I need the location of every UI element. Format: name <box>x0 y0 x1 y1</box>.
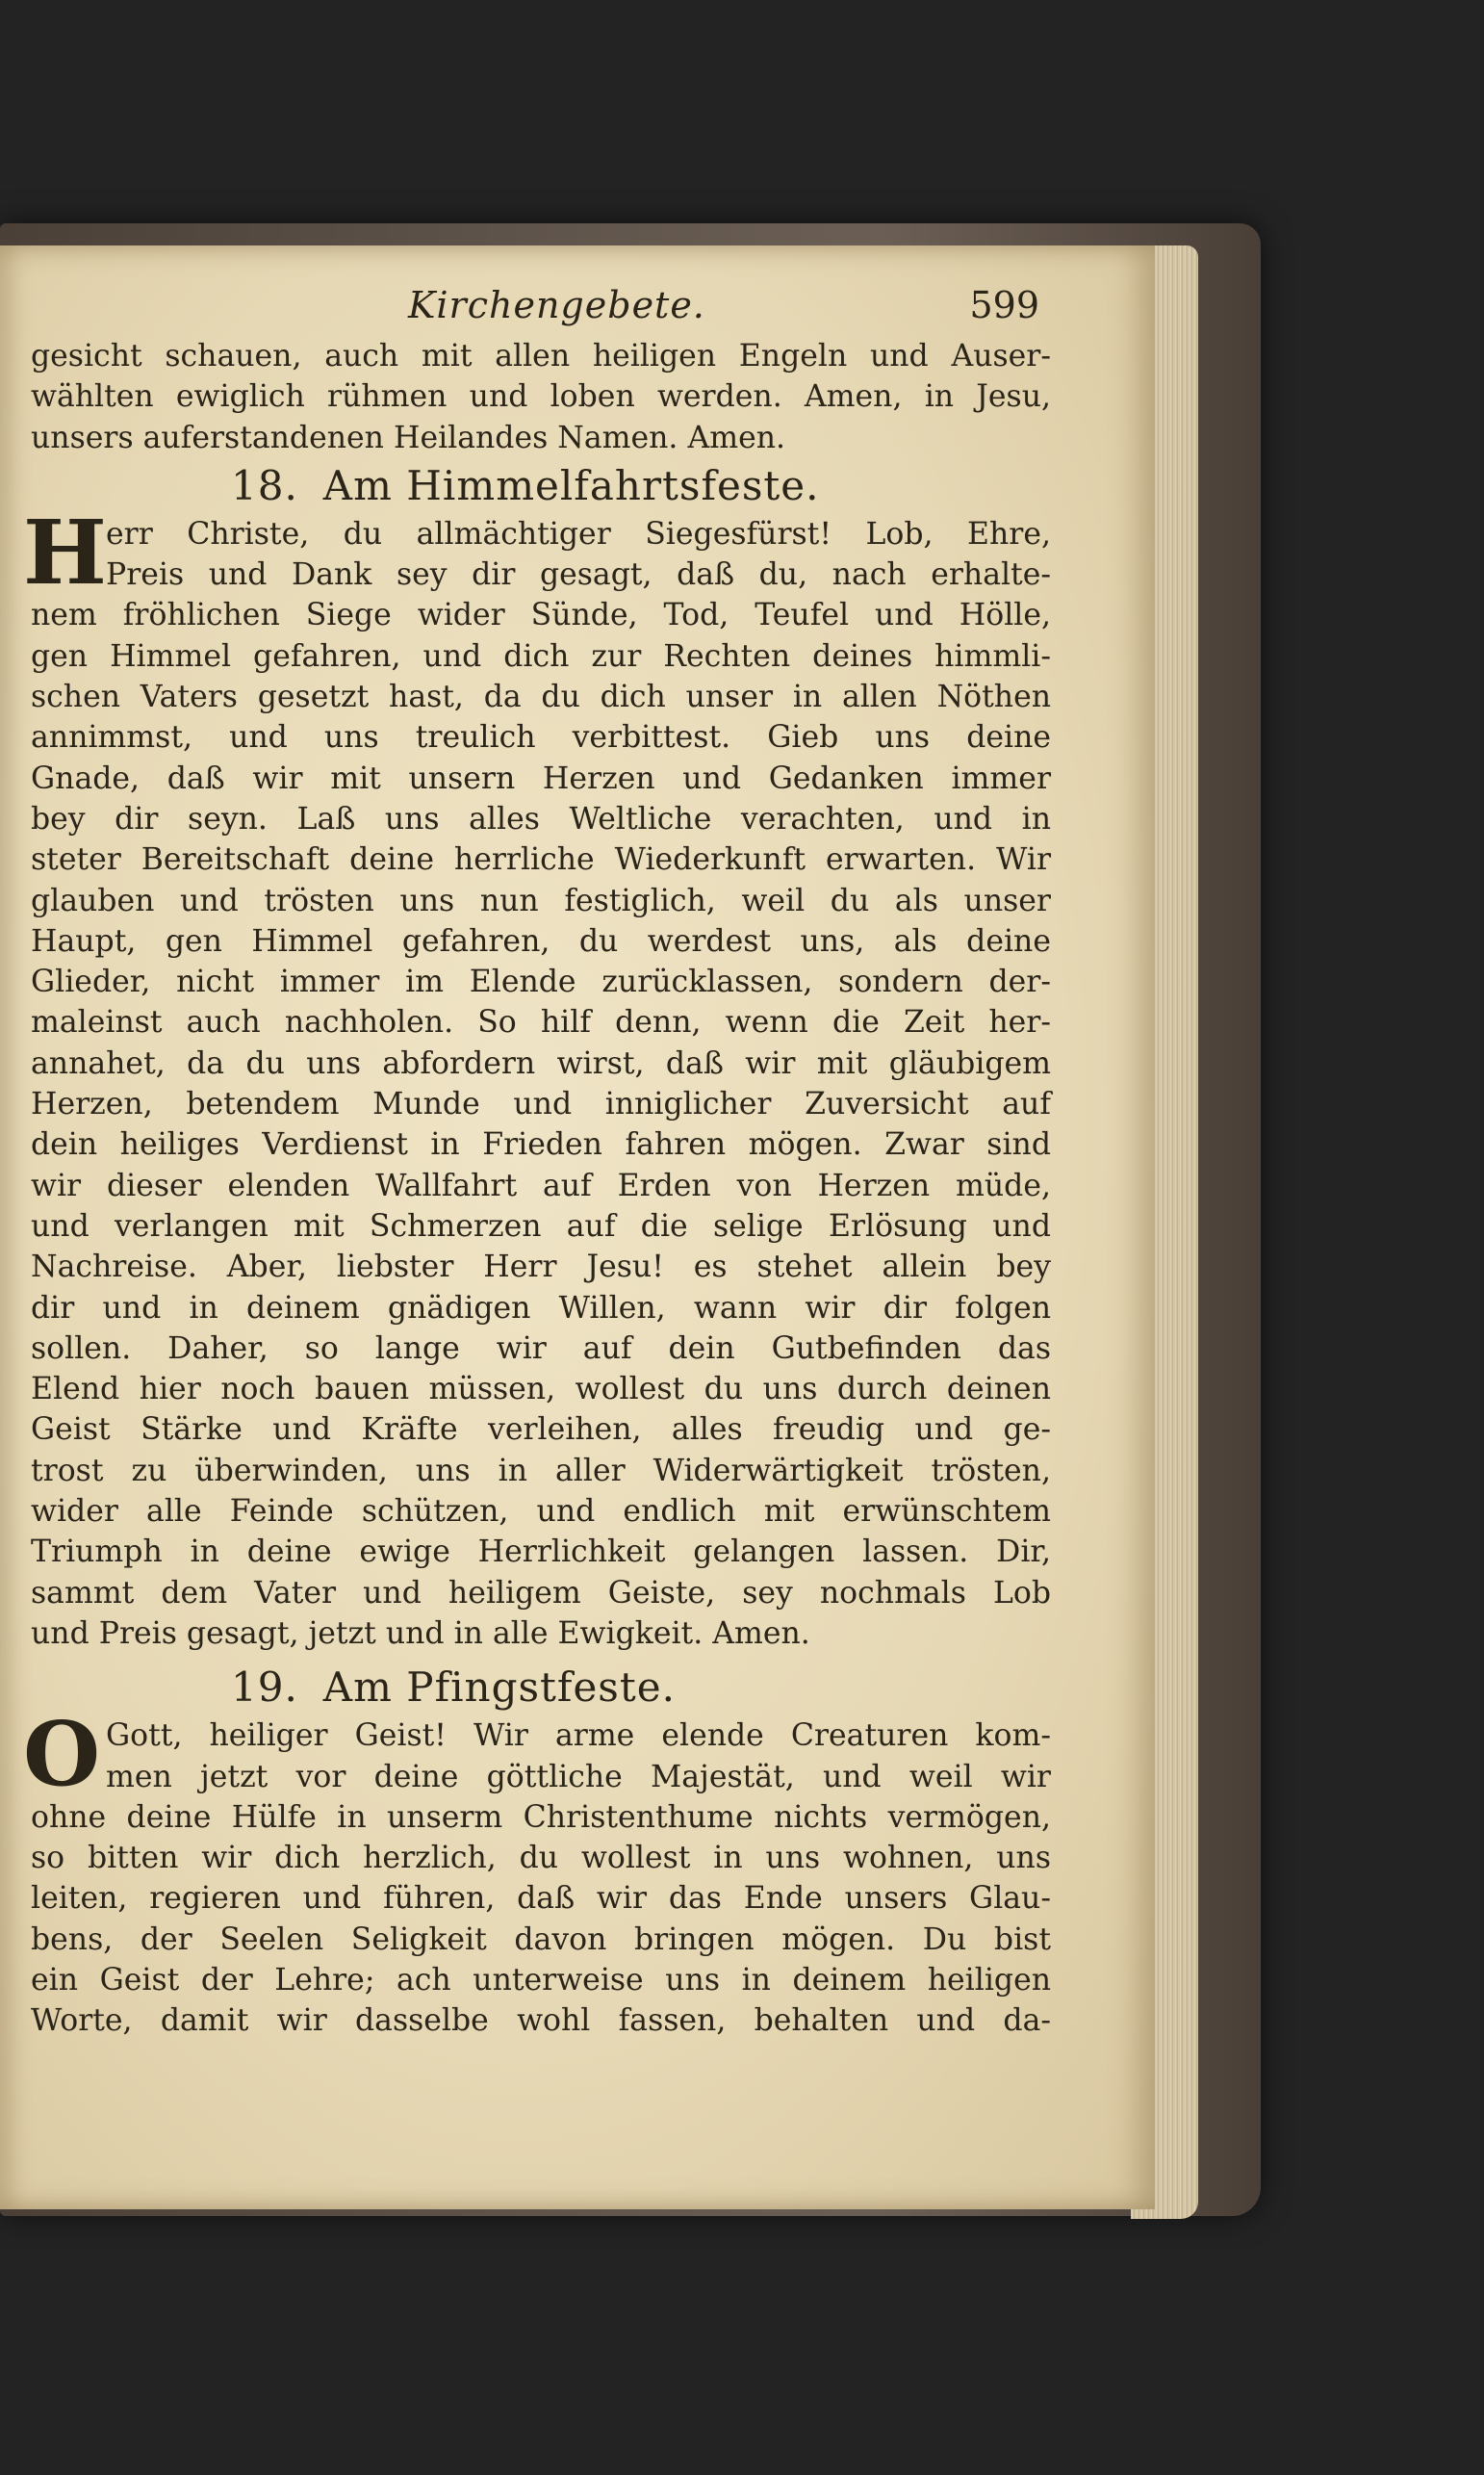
text-line: Geist Stärke und Kräfte verleihen, alles freudig und ge- <box>31 1412 1051 1448</box>
text-line: gen Himmel gefahren, und dich zur Rechten deines himmli- <box>31 638 1051 674</box>
section-heading-19 <box>31 1660 1051 1715</box>
text-line: unsers auferstandenen Heilandes Namen. Amen. <box>31 420 786 455</box>
text-line: gesicht schauen, auch mit allen heiligen Engeln und Auser- <box>31 339 1051 374</box>
text-line: glauben und trösten uns nun festiglich, weil du als unser <box>31 883 1051 918</box>
text-line: trost zu überwinden, uns in aller Widerwärtigkeit trösten, <box>31 1453 1051 1488</box>
text-line: Haupt, gen Himmel gefahren, du werdest uns, als deine <box>31 923 1051 959</box>
text-line: bens, der Seelen Seligkeit davon bringen mögen. Du bist <box>31 1921 1051 1957</box>
text-line: Gnade, daß wir mit unsern Herzen und Gedanken immer <box>31 761 1051 796</box>
section-19-body <box>23 1702 1051 2041</box>
text-line: dein heiliges Verdienst in Frieden fahren mögen. Zwar sind <box>31 1127 1051 1163</box>
section-number: 19. <box>231 1663 298 1712</box>
text-line: leiten, regieren und führen, daß wir das Ende unsers Glau- <box>31 1881 1051 1917</box>
text-line: nem fröhlichen Siege wider Sünde, Tod, Teufel und Hölle, <box>31 598 1051 633</box>
text-line: sollen. Daher, so lange wir auf dein Gutbefinden das <box>31 1330 1051 1366</box>
text-line: annimmst, und uns treulich verbittest. Gieb uns deine <box>31 720 1051 756</box>
text-line: Elend hier noch bauen müssen, wollest du uns durch deinen <box>31 1372 1051 1407</box>
text-line: und verlangen mit Schmerzen auf die selige Erlösung und <box>31 1208 1051 1244</box>
text-line: ohne deine Hülfe in unserm Christenthume nichts vermögen, <box>31 1799 1051 1835</box>
text-line: schen Vaters gesetzt hast, da du dich unser in allen Nöthen <box>31 680 1051 715</box>
text-line: und Preis gesagt, jetzt und in alle Ewigkeit. Amen. <box>31 1615 810 1651</box>
book-page <box>0 245 1155 2209</box>
text-line: men jetzt vor deine göttliche Majestät, und weil wir <box>106 1759 1051 1794</box>
text-line: Preis und Dank sey dir gesagt, daß du, nach erhalte- <box>106 557 1051 593</box>
text-line: maleinst auch nachholen. So hilf denn, wenn die Zeit her- <box>31 1005 1051 1041</box>
drop-cap: O <box>23 1702 101 1807</box>
text-line: err Christe, du allmächtiger Siegesfürst! Lob, Ehre, <box>106 516 1051 552</box>
running-head-title: Kirchengebete. <box>408 284 705 326</box>
text-block <box>23 274 1051 2042</box>
continuation-paragraph <box>31 336 1051 458</box>
section-title: Am Himmelfahrtsfeste. <box>322 461 820 509</box>
text-line: ein Geist der Lehre; ach unterweise uns in deinem heiligen <box>31 1962 1051 1998</box>
drop-cap: H <box>23 500 107 605</box>
text-line: bey dir seyn. Laß uns alles Weltliche verachten, und in <box>31 801 1051 837</box>
text-line: Gott, heiliger Geist! Wir arme elende Creaturen kom- <box>106 1718 1051 1754</box>
text-line: steter Bereitschaft deine herrliche Wiederkunft erwarten. Wir <box>31 842 1051 878</box>
text-line: wider alle Feinde schützen, und endlich mit erwünschtem <box>31 1494 1051 1530</box>
text-line: dir und in deinem gnädigen Willen, wann wir dir folgen <box>31 1290 1051 1326</box>
text-line: annahet, da du uns abfordern wirst, daß wir mit gläubigem <box>31 1045 1051 1081</box>
section-number: 18. <box>231 461 298 509</box>
text-line: Worte, damit wir dasselbe wohl fassen, behalten und da- <box>31 2003 1051 2039</box>
text-line: Glieder, nicht immer im Elende zurücklassen, sondern der- <box>31 965 1051 1000</box>
text-line: sammt dem Vater und heiligem Geiste, sey nochmals Lob <box>31 1575 1051 1611</box>
text-line: so bitten wir dich herzlich, du wollest in uns wohnen, uns <box>31 1841 1051 1876</box>
section-title: Am Pfingstfeste. <box>322 1663 676 1712</box>
page-number: 599 <box>969 284 1039 326</box>
text-line: Triumph in deine ewige Herrlichkeit gelangen lassen. Dir, <box>31 1534 1051 1570</box>
running-head <box>31 274 1051 336</box>
text-line: Herzen, betendem Munde und inniglicher Zuversicht auf <box>31 1087 1051 1122</box>
text-line: wir dieser elenden Wallfahrt auf Erden von Herzen müde, <box>31 1168 1051 1203</box>
text-line: Nachreise. Aber, liebster Herr Jesu! es stehet allein bey <box>31 1250 1051 1285</box>
text-line: wählten ewiglich rühmen und loben werden. Amen, in Jesu, <box>31 379 1051 415</box>
section-heading-18 <box>31 458 1051 514</box>
section-18-body <box>23 500 1051 1654</box>
